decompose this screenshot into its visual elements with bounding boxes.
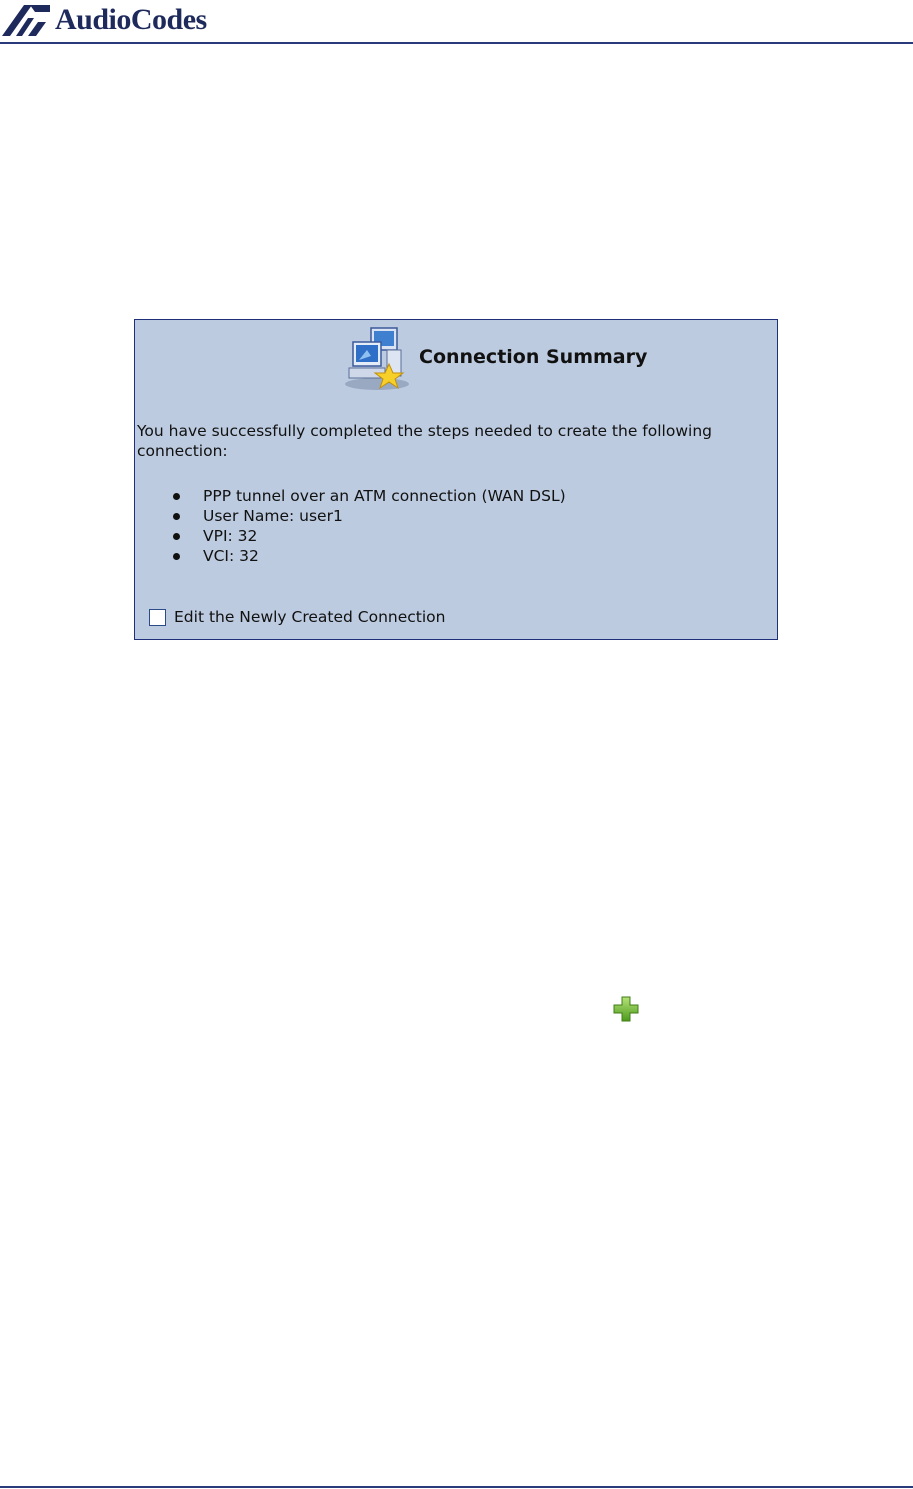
list-item (171, 506, 566, 526)
green-plus-icon (613, 996, 639, 1022)
page-header (0, 0, 913, 44)
list-item-text: VPI: 32 (203, 527, 258, 545)
bullet-icon (173, 513, 180, 520)
edit-connection-checkbox[interactable] (149, 609, 166, 626)
list-item (171, 486, 566, 506)
bullet-icon (173, 553, 180, 560)
connection-computers-icon (341, 324, 417, 392)
bullet-icon (173, 533, 180, 540)
footer-divider (0, 1486, 913, 1488)
brand-logo-text: AudioCodes (55, 3, 207, 36)
panel-title: Connection Summary (419, 346, 648, 368)
panel-intro-text: You have successfully completed the steps needed to create the following connection: (137, 422, 712, 460)
audiocodes-logo-icon (0, 2, 52, 38)
header-divider (0, 42, 913, 44)
list-item (171, 526, 566, 546)
edit-connection-label[interactable]: Edit the Newly Created Connection (174, 608, 446, 626)
connection-details-list (171, 486, 566, 566)
bullet-icon (173, 493, 180, 500)
connection-summary-panel (134, 319, 778, 640)
list-item-text: PPP tunnel over an ATM connection (WAN DSL) (203, 487, 566, 505)
list-item (171, 546, 566, 566)
list-item-text: VCI: 32 (203, 547, 259, 565)
list-item-text: User Name: user1 (203, 507, 343, 525)
